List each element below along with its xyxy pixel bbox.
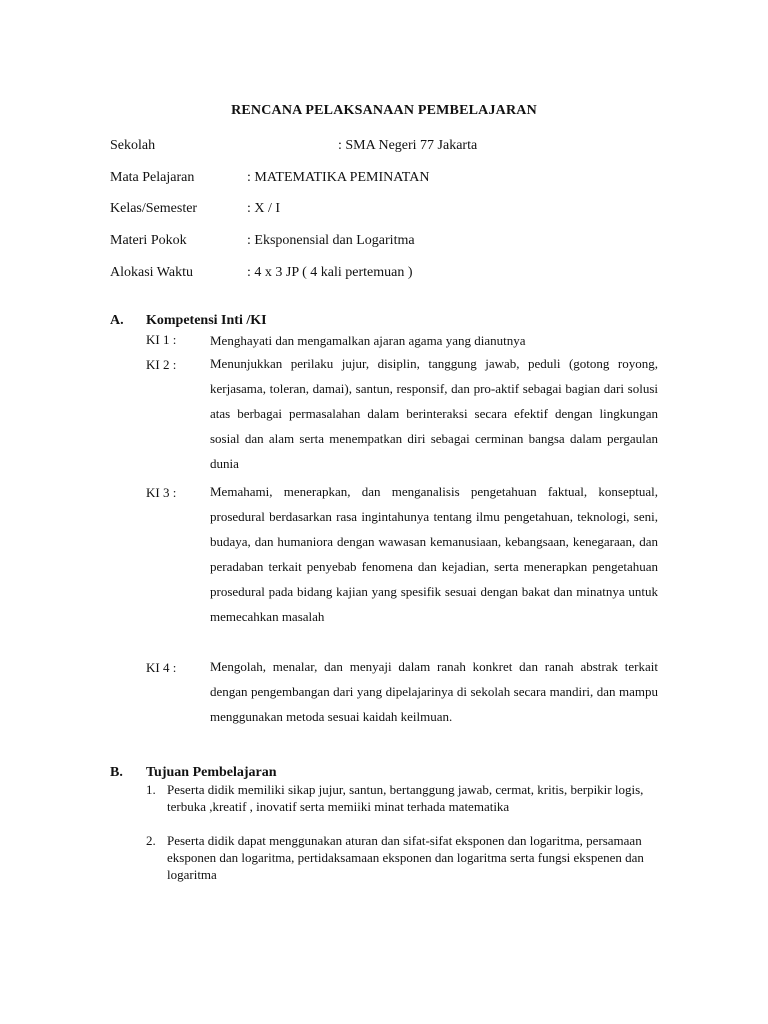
- ki-label: KI 2 :: [146, 357, 177, 372]
- goal-number: 1.: [146, 782, 156, 797]
- ki-label: KI 4 :: [146, 660, 177, 675]
- meta-value: : X / I: [247, 201, 281, 216]
- section-letter: A.: [110, 313, 124, 328]
- meta-label: Kelas/Semester: [110, 201, 198, 216]
- ki-text: Mengolah, menalar, dan menyaji dalam ranah konkret dan ranah abstrak terkait dengan pengembangan dari yang dipelajarinya di sekolah secara mandiri, dan mampu menggunakan metoda sesuai kaidah keilmuan.: [210, 659, 658, 724]
- goal-text: Peserta didik memiliki sikap jujur, santun, bertanggung jawab, cermat, kritis, berpikir logis, terbuka ,kreatif , inovatif serta memiiki minat terhada matematika: [167, 782, 644, 814]
- meta-value: : MATEMATIKA PEMINATAN: [247, 170, 430, 185]
- meta-value: : SMA Negeri 77 Jakarta: [338, 138, 478, 153]
- ki-text: Menunjukkan perilaku jujur, disiplin, tanggung jawab, peduli (gotong royong, kerjasama, toleran, damai), santun, responsif, dan pro-aktif sebagai bagian dari solusi atas berbagai permasalahan dalam berinteraksi secara efektif dengan lingkungan sosial dan alam serta menempatkan diri sebagai cerminan bangsa dalam pergaulan dunia: [210, 356, 658, 471]
- meta-label: Mata Pelajaran: [110, 170, 195, 185]
- ki-text: Menghayati dan mengamalkan ajaran agama yang dianutnya: [210, 333, 526, 348]
- section-title: Tujuan Pembelajaran: [146, 765, 277, 780]
- page-title: RENCANA PELAKSANAAN PEMBELAJARAN: [231, 103, 537, 118]
- goal-number: 2.: [146, 833, 156, 848]
- meta-label: Materi Pokok: [110, 233, 187, 248]
- section-letter: B.: [110, 765, 123, 780]
- section-title: Kompetensi Inti /KI: [146, 313, 267, 328]
- ki-label: KI 1 :: [146, 332, 177, 347]
- goal-text: Peserta didik dapat menggunakan aturan dan sifat-sifat eksponen dan logaritma, persamaan eksponen dan logaritma, pertidaksamaan eksponen dan logaritma serta fungsi ekspenen dan logaritma: [167, 833, 644, 882]
- meta-value: : 4 x 3 JP ( 4 kali pertemuan ): [247, 265, 413, 280]
- meta-value: : Eksponensial dan Logaritma: [247, 233, 415, 248]
- ki-label: KI 3 :: [146, 485, 177, 500]
- ki-text: Memahami, menerapkan, dan menganalisis pengetahuan faktual, konseptual, prosedural berdasarkan rasa ingintahunya tentang ilmu pengetahuan, teknologi, seni, budaya, dan humaniora dengan wawasan kemanusiaan, kebangsaan, kenegaraan, dan peradaban terkait penyebab fenomena dan kejadian, serta menerapkan pengetahuan prosedural pada bidang kajian yang spesifik sesuai dengan bakat dan minatnya untuk memecahkan masalah: [210, 484, 658, 624]
- meta-label: Sekolah: [110, 138, 156, 153]
- meta-label: Alokasi Waktu: [110, 265, 193, 280]
